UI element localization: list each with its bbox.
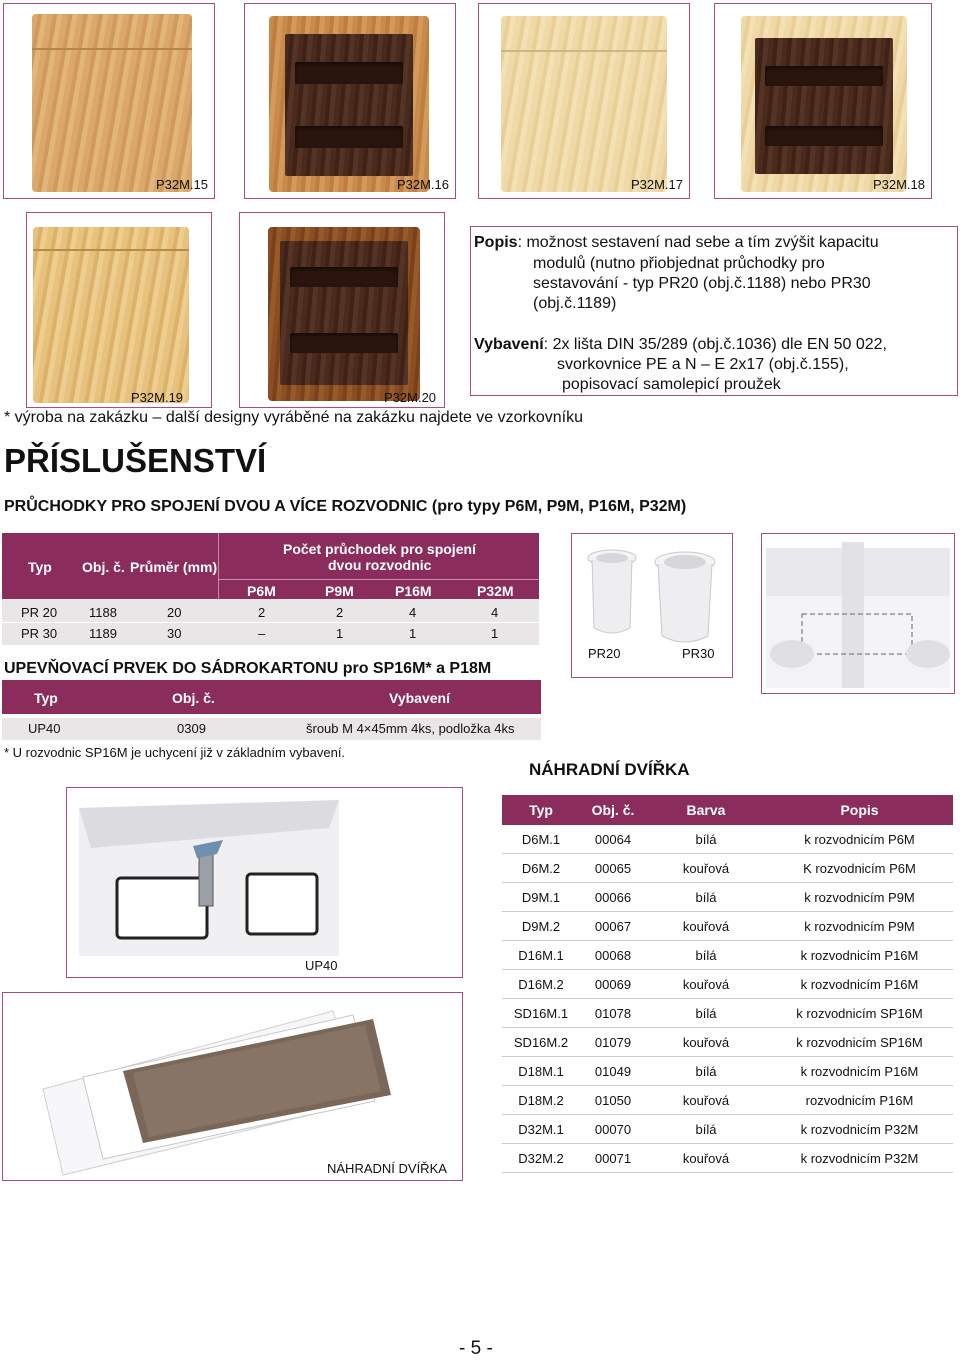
table-row (502, 912, 953, 941)
dvirka-cell-typ: SD16M.2 (502, 1028, 580, 1057)
dvirka-cell-popis: k rozvodnicím P9M (766, 883, 953, 912)
header-pocet-l1: Počet průchodek pro spojení (283, 541, 476, 557)
table-row (502, 941, 953, 970)
dvirka-cell-obj: 00068 (580, 941, 646, 970)
header-typ: Typ (28, 559, 52, 575)
row1-p32: 4 (491, 605, 499, 620)
product-code: P32M.18 (872, 177, 925, 192)
upevnovaci-title: UPEVŇOVACÍ PRVEK DO SÁDROKARTONU pro SP16M* a P18M (4, 660, 492, 677)
product-code: P32M.16 (396, 177, 449, 192)
dvirka-cell-barva: kouřová (646, 1144, 766, 1173)
table-row (502, 1144, 953, 1173)
dvirka-cell-obj: 01079 (580, 1028, 646, 1057)
dvirka-table (502, 795, 953, 1173)
dvirka-cell-typ: D16M.1 (502, 941, 580, 970)
dvirka-header-barva: Barva (646, 795, 766, 825)
pr30-label: PR30 (682, 646, 715, 661)
table-row (502, 1057, 953, 1086)
dvirka-cell-obj: 00065 (580, 854, 646, 883)
product-code: P32M.19 (131, 390, 184, 405)
row2-p32: 1 (491, 626, 499, 641)
product-card-p32m16 (244, 3, 456, 199)
header-prumer: Průměr (mm) (130, 559, 218, 575)
dvirka-cell-obj: 00069 (580, 970, 646, 999)
dvirka-cell-typ: D9M.1 (502, 883, 580, 912)
doors-image-card (2, 992, 463, 1181)
dvirka-cell-typ: D6M.2 (502, 854, 580, 883)
dvirka-cell-barva: bílá (646, 1057, 766, 1086)
dvirka-cell-popis: k rozvodnicím P16M (766, 941, 953, 970)
dvirka-cell-popis: k rozvodnicím P9M (766, 912, 953, 941)
product-code: P32M.15 (155, 177, 208, 192)
row2-prumer: 30 (167, 626, 182, 641)
assembly-image (762, 534, 954, 693)
upevnovaci-header-vybaveni: Vybavení (389, 690, 450, 706)
dvirka-cell-barva: bílá (646, 825, 766, 854)
upevnovaci-header-typ: Typ (34, 690, 58, 706)
doors-image (3, 993, 462, 1180)
table-row (502, 1115, 953, 1144)
dvirka-cell-barva: bílá (646, 999, 766, 1028)
dvirka-cell-popis: rozvodnicím P16M (766, 1086, 953, 1115)
row1-p6: 2 (258, 605, 266, 620)
product-card-p32m20 (239, 212, 445, 408)
product-image (269, 16, 429, 192)
table-row (502, 883, 953, 912)
dvirka-cell-barva: kouřová (646, 1028, 766, 1057)
dvirka-cell-barva: kouřová (646, 970, 766, 999)
product-image (33, 227, 189, 403)
dvirka-title: NÁHRADNÍ DVÍŘKA (529, 760, 690, 779)
dvirka-cell-typ: SD16M.1 (502, 999, 580, 1028)
dvirka-header-typ: Typ (502, 795, 580, 825)
row1-typ: PR 20 (21, 605, 58, 620)
dvirka-cell-obj: 00066 (580, 883, 646, 912)
description-popis-line3: sestavování - typ PR20 (obj.č.1188) nebo PR30 (533, 275, 871, 292)
header-obj: Obj. č. (82, 559, 125, 575)
description-popis-line2: modulů (nutno přiobjednat průchodky pro (533, 255, 825, 272)
row2-p6: – (258, 626, 266, 641)
dvirka-header-obj: Obj. č. (580, 795, 646, 825)
dvirka-cell-obj: 00071 (580, 1144, 646, 1173)
dvirka-cell-typ: D32M.2 (502, 1144, 580, 1173)
description-popis-line4: (obj.č.1189) (533, 295, 617, 312)
product-image (501, 16, 667, 192)
upevnovaci-note: * U rozvodnic SP16M je uchycení již v základním vybavení. (4, 745, 346, 760)
header-p6m: P6M (247, 583, 276, 599)
dvirka-cell-barva: bílá (646, 941, 766, 970)
grommets-image-card (571, 533, 733, 678)
dvirka-cell-barva: kouřová (646, 1086, 766, 1115)
row1-obj: 1188 (89, 605, 117, 620)
product-image (268, 227, 420, 401)
dvirka-cell-obj: 00070 (580, 1115, 646, 1144)
doors-label: NÁHRADNÍ DVÍŘKA (327, 1161, 447, 1176)
product-image (32, 14, 192, 192)
dvirka-cell-typ: D18M.2 (502, 1086, 580, 1115)
dvirka-cell-barva: kouřová (646, 912, 766, 941)
dvirka-cell-popis: k rozvodnicím SP16M (766, 1028, 953, 1057)
custom-order-note: * výroba na zakázku – další designy vyráběné na zakázku najdete ve vzorkovníku (4, 409, 583, 426)
table-row (502, 1086, 953, 1115)
assembly-image-card (761, 533, 955, 694)
description-vybaveni-line2: svorkovnice PE a N – E 2x17 (obj.č.155), (557, 356, 849, 373)
pr20-label: PR20 (588, 646, 621, 661)
product-code: P32M.20 (384, 390, 437, 405)
up40-image-card (66, 787, 463, 978)
dvirka-cell-popis: K rozvodnicím P6M (766, 854, 953, 883)
product-card-p32m19 (26, 212, 212, 408)
header-pocet-l2: dvou rozvodnic (328, 557, 432, 573)
dvirka-cell-typ: D16M.2 (502, 970, 580, 999)
header-p16m: P16M (395, 583, 432, 599)
description-vybaveni: Vybavení: 2x lišta DIN 35/289 (obj.č.1036) dle EN 50 022, (474, 336, 887, 353)
row2-p16: 1 (409, 626, 417, 641)
dvirka-header-popis: Popis (766, 795, 953, 825)
dvirka-cell-obj: 01049 (580, 1057, 646, 1086)
upevnovaci-typ: UP40 (28, 721, 61, 736)
product-image (741, 16, 907, 192)
dvirka-cell-typ: D18M.1 (502, 1057, 580, 1086)
upevnovaci-table (2, 680, 541, 740)
upevnovaci-vybaveni: šroub M 4×45mm 4ks, podložka 4ks (306, 721, 515, 736)
header-p32m: P32M (477, 583, 514, 599)
grommets-image (572, 540, 732, 650)
description-popis: Popis: možnost sestavení nad sebe a tím zvýšit kapacitu (474, 234, 879, 251)
table-row (502, 854, 953, 883)
dvirka-cell-barva: bílá (646, 1115, 766, 1144)
pruchodky-table (2, 533, 539, 645)
row2-p9: 1 (336, 626, 344, 641)
dvirka-cell-popis: k rozvodnicím P32M (766, 1115, 953, 1144)
dvirka-cell-barva: bílá (646, 883, 766, 912)
dvirka-cell-typ: D6M.1 (502, 825, 580, 854)
up40-label: UP40 (305, 958, 338, 973)
upevnovaci-header-obj: Obj. č. (172, 690, 215, 706)
table-row (502, 999, 953, 1028)
dvirka-cell-obj: 00067 (580, 912, 646, 941)
product-card-p32m17 (478, 3, 690, 199)
dvirka-cell-popis: k rozvodnicím P16M (766, 970, 953, 999)
page-number: - 5 - (459, 1338, 493, 1359)
product-card-p32m15 (3, 3, 215, 199)
product-code: P32M.17 (630, 177, 683, 192)
dvirka-cell-popis: k rozvodnicím P32M (766, 1144, 953, 1173)
upevnovaci-obj: 0309 (177, 721, 206, 736)
table-row (502, 1028, 953, 1057)
row1-p16: 4 (409, 605, 417, 620)
table-row (502, 970, 953, 999)
header-p9m: P9M (325, 583, 354, 599)
row1-prumer: 20 (167, 605, 182, 620)
pruchodky-title: PRŮCHODKY PRO SPOJENÍ DVOU A VÍCE ROZVODNIC (pro typy P6M, P9M, P16M, P32M) (4, 498, 687, 515)
dvirka-cell-typ: D32M.1 (502, 1115, 580, 1144)
product-card-p32m18 (714, 3, 932, 199)
row2-obj: 1189 (89, 626, 117, 641)
table-row (502, 825, 953, 854)
dvirka-cell-typ: D9M.2 (502, 912, 580, 941)
row2-typ: PR 30 (21, 626, 58, 641)
row1-p9: 2 (336, 605, 344, 620)
dvirka-cell-obj: 00064 (580, 825, 646, 854)
dvirka-cell-obj: 01078 (580, 999, 646, 1028)
dvirka-cell-popis: k rozvodnicím SP16M (766, 999, 953, 1028)
dvirka-cell-popis: k rozvodnicím P16M (766, 1057, 953, 1086)
dvirka-cell-popis: k rozvodnicím P6M (766, 825, 953, 854)
description-vybaveni-line3: popisovací samolepicí proužek (562, 376, 781, 393)
up40-image (67, 788, 462, 977)
dvirka-cell-obj: 01050 (580, 1086, 646, 1115)
section-title: PŘÍSLUŠENSTVÍ (4, 442, 267, 479)
dvirka-cell-barva: kouřová (646, 854, 766, 883)
